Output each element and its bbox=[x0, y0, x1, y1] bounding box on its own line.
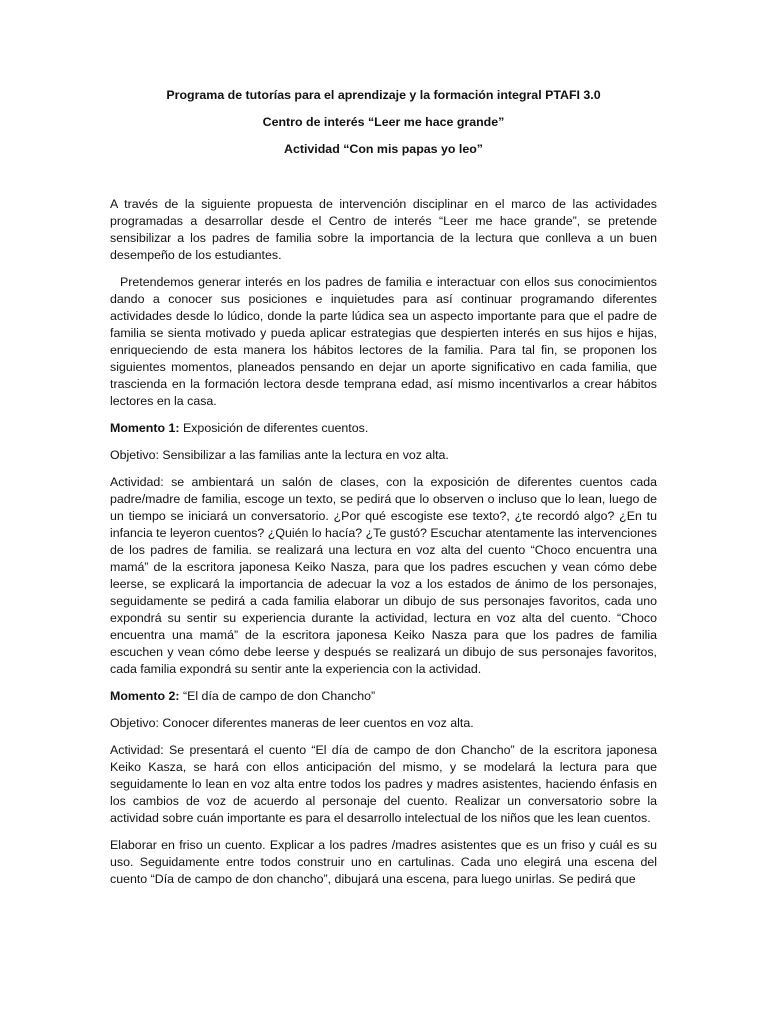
moment2-heading bbox=[110, 688, 657, 705]
interest-center-title: Centro de interés “Leer me hace grande” bbox=[262, 115, 505, 129]
intro-paragraph: A través de la siguiente propuesta de intervención disciplinar en el marco de las actividades programadas a desarrollar desde el Centro de interés “Leer me hace grande”, se pretende sensibilizar a los padres de familia sobre la importancia de la lectura que conlleva a un buen desempeño de los estudiantes. bbox=[110, 197, 657, 262]
moment1-heading bbox=[110, 420, 657, 437]
purpose-paragraph: Pretendemos generar interés en los padres de familia e interactuar con ellos sus conocimientos dando a conocer sus posiciones e inquietudes para así continuar programando diferentes actividades desde lo lúdico, donde la parte lúdica sea un aspecto importante para que el padre de familia se sienta motivado y pueda aplicar estrategias que despierten interés en sus hijos e hijas, enriqueciendo de esta manera los hábitos lectores de la familia. Para tal fin, se proponen los siguientes momentos, planeados pensando en dejar un aporte significativo en cada familia, que trascienda en la formación lectora desde temprana edad, así mismo incentivarlos a crear hábitos lectores en la casa. bbox=[110, 275, 657, 408]
moment1-title: Exposición de diferentes cuentos. bbox=[179, 421, 369, 435]
moment2-title: “El día de campo de don Chancho” bbox=[179, 689, 376, 703]
document-content bbox=[110, 87, 657, 898]
moment2-activity: Actividad: Se presentará el cuento “El día de campo de don Chancho” de la escritora japonesa Keiko Kasza, se hará con ellos anticipación del mismo, y se modelará la lectura para que seguidamente lo lean en voz alta entre todos los padres y madres asistentes, haciendo énfasis en los cambios de voz de acuerdo al personaje del cuento. Realizar un conversatorio sobre la actividad sobre cuán importante es para el desarrollo intelectual de los niños que les lean cuentos. bbox=[110, 743, 657, 825]
moment1-activity: Actividad: se ambientará un salón de clases, con la exposición de diferentes cuentos cada padre/madre de familia, escoge un texto, se pedirá que lo observen o incluso que lo lean, luego de un tiempo se iniciará un conversatorio. ¿Por qué escogiste ese texto?, ¿te recordó algo? ¿En tu infancia te leyeron cuentos? ¿Quién lo hacía? ¿Te gustó? Escuchar atentamente las intervenciones de los padres de familia. se realizará una lectura en voz alta del cuento “Choco encuentra una mamá” de la escritora japonesa Keiko Nasza, para que los padres escuchen y vean cómo debe leerse, se explicará la importancia de adecuar la voz a los estados de ánimo de los personajes, seguidamente se pedirá a cada familia elaborar un dibujo de sus personajes favoritos, cada uno expondrá su sentir su experiencia durante la actividad, lectura en voz alta del cuento. “Choco encuentra una mamá” de la escritora japonesa Keiko Nasza para que los padres de familia escuchen y vean cómo debe leerse y después se realizará un dibujo de sus personajes favoritos, cada familia expondrá su sentir ante la experiencia con la actividad. bbox=[110, 475, 657, 676]
moment2-frieze: Elaborar en friso un cuento. Explicar a los padres /madres asistentes que es un friso y cuál es su uso. Seguidamente entre todos construir uno en cartulinas. Cada uno elegirá una escena del cuento “Día de campo de don chancho”, dibujará una escena, para luego unirlas. Se pedirá que bbox=[110, 838, 657, 886]
moment1-label: Momento 1: bbox=[110, 421, 180, 435]
moment1-objective: Objetivo: Sensibilizar a las familias ante la lectura en voz alta. bbox=[110, 448, 449, 462]
moment2-objective: Objetivo: Conocer diferentes maneras de leer cuentos en voz alta. bbox=[110, 716, 474, 730]
moment2-label: Momento 2: bbox=[110, 689, 180, 703]
program-title: Programa de tutorías para el aprendizaje y la formación integral PTAFI 3.0 bbox=[166, 88, 601, 102]
activity-title: Actividad “Con mis papas yo leo” bbox=[284, 142, 483, 156]
